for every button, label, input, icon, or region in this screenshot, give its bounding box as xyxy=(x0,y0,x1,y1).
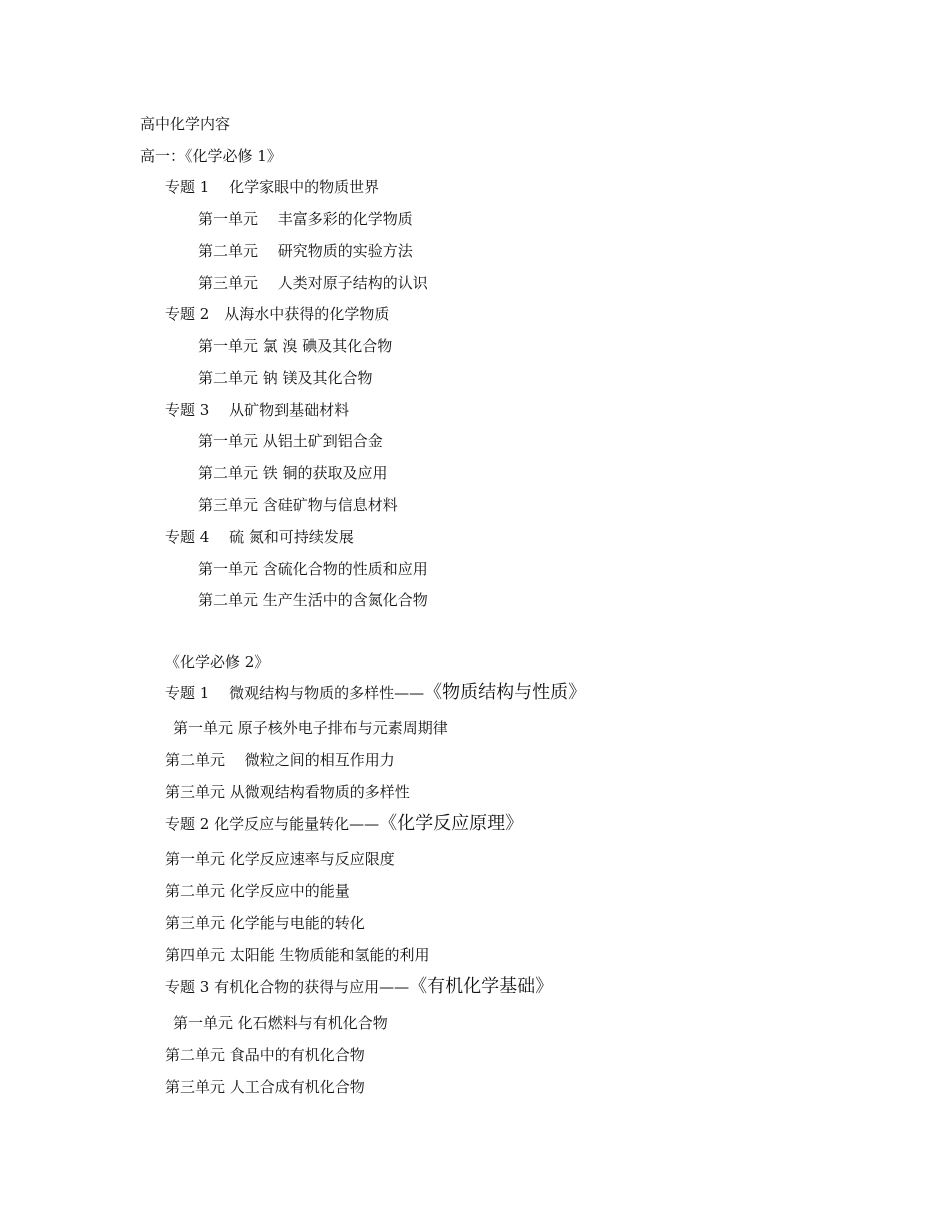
book1-topic4-unit1: 第一单元 含硫化合物的性质和应用 xyxy=(198,560,428,578)
book2-topic3-book-title: 《有机化学基础》 xyxy=(409,976,554,997)
book2-topic2-unit4: 第四单元 太阳能 生物质能和氢能的利用 xyxy=(165,946,430,964)
book2-topic2-label xyxy=(165,814,523,834)
book1-topic2-unit2: 第二单元 钠 镁及其化合物 xyxy=(198,369,373,387)
book2-topic3-unit3: 第三单元 人工合成有机化合物 xyxy=(165,1078,365,1096)
book2-topic1-label xyxy=(165,683,586,703)
book1-topic3-unit1: 第一单元 从铝土矿到铝合金 xyxy=(198,432,383,450)
book1-topic3-unit3: 第三单元 含硅矿物与信息材料 xyxy=(198,496,398,514)
book2-topic2-unit2: 第二单元 化学反应中的能量 xyxy=(165,882,350,900)
book1-topic3-label: 专题 3 从矿物到基础材料 xyxy=(165,401,350,419)
book2-topic3-label-text: 专题 3 有机化合物的获得与应用—— xyxy=(165,978,410,996)
book2-topic1-unit3: 第三单元 从微观结构看物质的多样性 xyxy=(165,783,410,801)
book2-topic2-book-title: 《化学反应原理》 xyxy=(379,813,524,834)
book1-heading: 高一：《化学必修 1》 xyxy=(140,147,282,165)
book2-topic3-unit1: 第一单元 化石燃料与有机化合物 xyxy=(173,1014,388,1032)
book2-topic1-unit2: 第二单元 微粒之间的相互作用力 xyxy=(165,751,395,769)
book2-topic1-book-title: 《物质结构与性质》 xyxy=(424,682,587,703)
book1-topic1-unit3: 第三单元 人类对原子结构的认识 xyxy=(198,274,428,292)
book2-topic2-unit3: 第三单元 化学能与电能的转化 xyxy=(165,914,365,932)
book2-topic1-unit1: 第一单元 原子核外电子排布与元素周期律 xyxy=(173,719,448,737)
book2-topic3-unit2: 第二单元 食品中的有机化合物 xyxy=(165,1046,365,1064)
book2-topic2-unit1: 第一单元 化学反应速率与反应限度 xyxy=(165,850,395,868)
document-title: 高中化学内容 xyxy=(140,115,231,133)
book1-topic2-unit1: 第一单元 氯 溴 碘及其化合物 xyxy=(198,337,393,355)
book2-topic3-label xyxy=(165,977,553,997)
book1-topic1-label: 专题 1 化学家眼中的物质世界 xyxy=(165,178,380,196)
book2-topic2-label-text: 专题 2 化学反应与能量转化—— xyxy=(165,815,380,833)
book2-heading: 《化学必修 2》 xyxy=(165,653,270,671)
book1-topic2-label: 专题 2 从海水中获得的化学物质 xyxy=(165,305,390,323)
book1-topic4-label: 专题 4 硫 氮和可持续发展 xyxy=(165,528,354,546)
book2-topic1-label-text: 专题 1 微观结构与物质的多样性—— xyxy=(165,684,425,702)
book1-topic3-unit2: 第二单元 铁 铜的获取及应用 xyxy=(198,464,388,482)
book1-topic1-unit1: 第一单元 丰富多彩的化学物质 xyxy=(198,210,413,228)
book1-topic4-unit2: 第二单元 生产生活中的含氮化合物 xyxy=(198,591,428,609)
book1-topic1-unit2: 第二单元 研究物质的实验方法 xyxy=(198,242,413,260)
